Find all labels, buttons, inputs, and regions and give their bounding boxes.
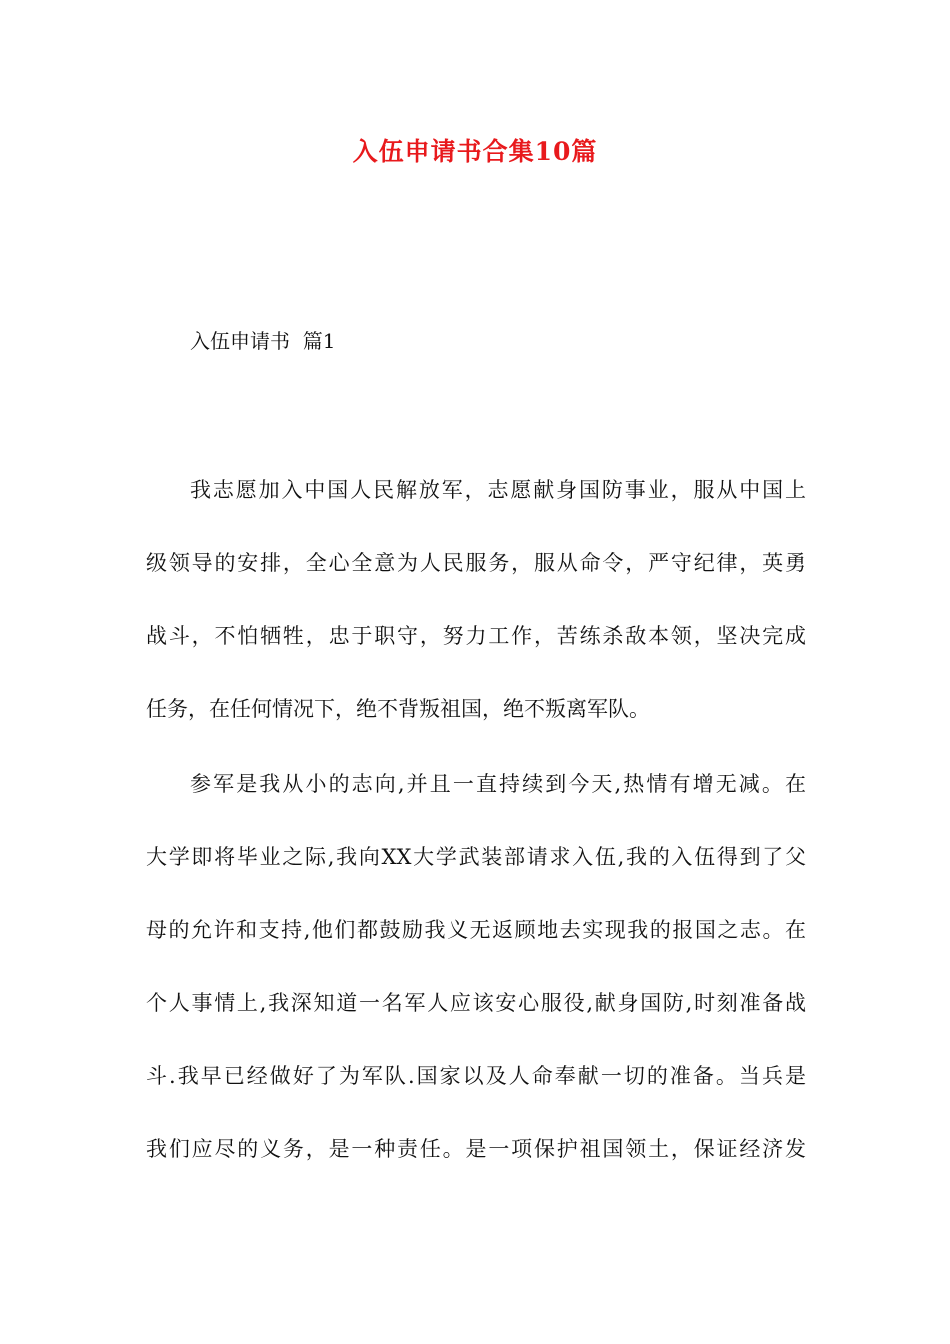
paragraph-line: 我志愿加入中国人民解放军，志愿献身国防事业，服从中国上 — [190, 478, 806, 502]
paragraph-line: 大学即将毕业之际,我向XX大学武装部请求入伍,我的入伍得到了父 — [146, 845, 806, 869]
paragraph-line: 任务，在任何情况下，绝不背叛祖国，绝不叛离军队。 — [146, 697, 650, 721]
paragraph-1 — [146, 454, 806, 746]
paragraph-line: 战斗，不怕牺牲，忠于职守，努力工作，苦练杀敌本领，坚决完成 — [146, 624, 806, 648]
section-heading: 入伍申请书 篇1 — [190, 329, 336, 353]
paragraph-line: 我们应尽的义务，是一种责任。是一项保护祖国领土，保证经济发 — [146, 1137, 806, 1161]
paragraph-line: 个人事情上,我深知道一名军人应该安心服役,献身国防,时刻准备战 — [146, 991, 806, 1015]
paragraph-line: 母的允许和支持,他们都鼓励我义无返顾地去实现我的报国之志。在 — [146, 918, 806, 942]
paragraph-line: 级领导的安排，全心全意为人民服务，服从命令，严守纪律，英勇 — [146, 551, 806, 575]
paragraph-line: 参军是我从小的志向,并且一直持续到今天,热情有增无减。在 — [190, 772, 806, 796]
document-title: 入伍申请书合集10篇 — [352, 137, 598, 166]
paragraph-line: 斗.我早已经做好了为军队.国家以及人命奉献一切的准备。当兵是 — [146, 1064, 806, 1088]
paragraph-2 — [146, 748, 806, 1186]
